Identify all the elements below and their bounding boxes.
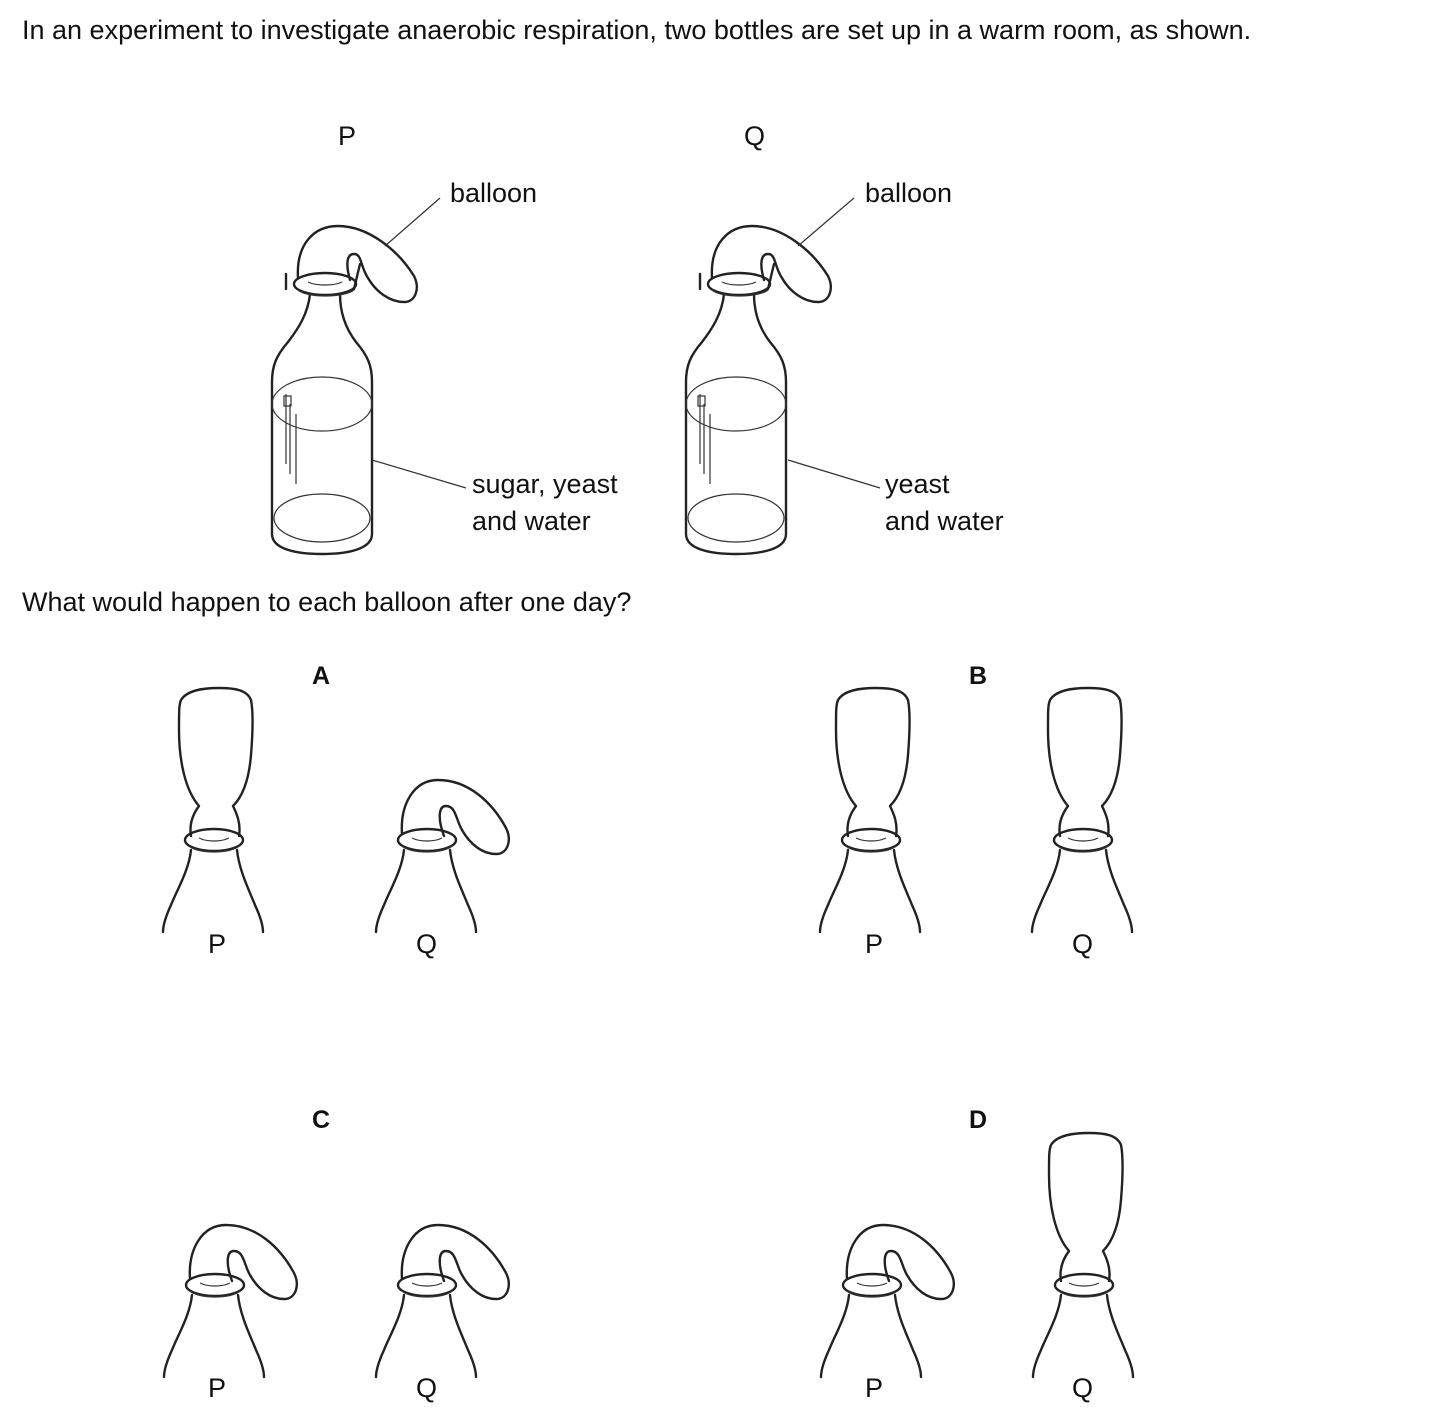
option-a-letter: A bbox=[312, 662, 331, 690]
contents-label-p-line1: sugar, yeast bbox=[472, 469, 618, 499]
option-d-letter: D bbox=[969, 1106, 988, 1134]
option-b-q-label: Q bbox=[1072, 929, 1094, 959]
option-c-bottle-p bbox=[164, 1225, 297, 1377]
option-c-letter: C bbox=[312, 1106, 331, 1134]
option-d-p-label: P bbox=[865, 1373, 884, 1403]
option-c-q-label: Q bbox=[416, 1373, 438, 1403]
contents-label-q-line1: yeast bbox=[885, 469, 950, 499]
option-c-bottle-q bbox=[376, 1225, 509, 1377]
bottle-p-label: P bbox=[338, 121, 357, 151]
option-a-bottle-p bbox=[163, 688, 263, 932]
contents-label-p-line2: and water bbox=[472, 506, 591, 536]
option-a-q-label: Q bbox=[416, 929, 438, 959]
option-d-bottle-q bbox=[1033, 1133, 1133, 1377]
option-b-letter: B bbox=[969, 662, 988, 690]
option-c-p-label: P bbox=[208, 1373, 227, 1403]
contents-label-q-line2: and water bbox=[885, 506, 1004, 536]
option-b-bottle-q bbox=[1032, 688, 1132, 932]
bottle-p bbox=[272, 226, 417, 554]
option-a-p-label: P bbox=[208, 929, 227, 959]
question-prompt: What would happen to each balloon after one day? bbox=[22, 587, 632, 617]
contents-leader-p bbox=[372, 460, 466, 488]
bottle-q-label: Q bbox=[744, 121, 766, 151]
balloon-leader-q bbox=[798, 198, 854, 246]
balloon-label-q: balloon bbox=[865, 178, 953, 208]
option-a-bottle-q bbox=[376, 780, 509, 932]
balloon-label-p: balloon bbox=[450, 178, 538, 208]
bottle-q bbox=[686, 226, 831, 554]
option-d-q-label: Q bbox=[1072, 1373, 1094, 1403]
option-d-bottle-p bbox=[821, 1225, 954, 1377]
balloon-leader-p bbox=[385, 198, 440, 246]
option-b-bottle-p bbox=[820, 688, 920, 932]
contents-leader-q bbox=[788, 460, 880, 488]
question-text: In an experiment to investigate anaerobic respiration, two bottles are set up in a warm room, as shown. bbox=[22, 15, 1252, 45]
option-b-p-label: P bbox=[865, 929, 884, 959]
